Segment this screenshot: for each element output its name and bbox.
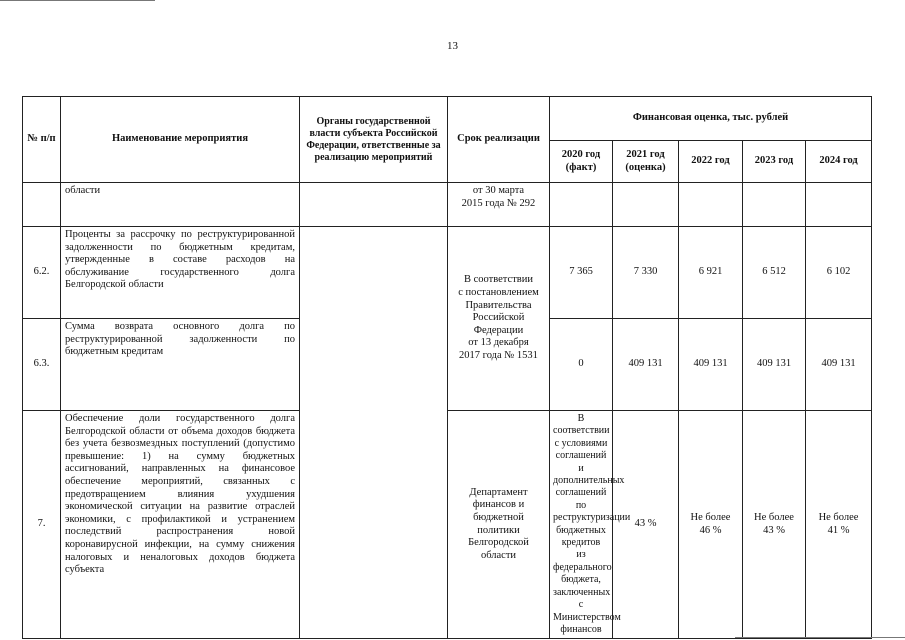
cell-term-cont: от 30 марта 2015 года № 292 [448,183,550,227]
scan-bottom-line [735,637,905,638]
table-row-6-2 [23,227,872,319]
cell-term-7: В соответствии с условиями соглашений и дополнительных соглашений по реструктуризации бюджетных кредитов из федерального бюджета, заключенных с Министерством финансов [550,411,613,639]
cell-v-6-2-2022: 6 921 [679,227,743,319]
cell-v-6-3-2024: 409 131 [806,319,872,411]
cell-v-cont-2 [679,183,743,227]
header-year-2024: 2024 год [806,141,872,183]
cell-name-7: Обеспечение доли государственного долга Белгородской области от объема доходов бюджета без учета безвозмездных поступлений (допустимо превышение: 1) на сумму бюджетных ассигнований, направленных на финансовое обеспечение мероприятий, связанных с предотвращением влияния ухудшения экономической ситуации на развитие отраслей экономики, с профилактикой и устранением последствий распространения новой коронавирусной инфекции, на сумму снижения налоговых и неналоговых доходов бюджета субъекта [61,411,300,639]
cell-v-6-2-2020: 7 365 [550,227,613,319]
header-year-2022: 2022 год [679,141,743,183]
cell-org-7: Департамент финансов и бюджетной политики Белгородской области [448,411,550,639]
cell-v-cont-4 [806,183,872,227]
cell-num-6-3: 6.3. [23,319,61,411]
cell-v-7-2022: Не более 43 % [743,411,806,639]
cell-name-6-2: Проценты за рассрочку по реструктурированной задолженности по бюджетным кредитам, утвержденные в составе расходов на обслуживание государственного долга Белгородской области [61,227,300,319]
header-num: № п/п [23,97,61,183]
cell-v-7-2021: Не более 46 % [679,411,743,639]
cell-v-6-2-2023: 6 512 [743,227,806,319]
cell-name-cont: области [61,183,300,227]
cell-v-7-2023: Не более 41 % [806,411,872,639]
cell-org-6-2 [300,227,448,639]
header-fin: Финансовая оценка, тыс. рублей [550,97,872,141]
cell-num-cont [23,183,61,227]
header-year-2020: 2020 год (факт) [550,141,613,183]
header-name: Наименование мероприятия [61,97,300,183]
cell-v-6-3-2022: 409 131 [679,319,743,411]
cell-v-6-3-2021: 409 131 [613,319,679,411]
cell-v-6-3-2023: 409 131 [743,319,806,411]
header-org: Органы государственной власти субъекта Российской Федерации, ответственные за реализацию мероприятий [300,97,448,183]
header-year-2023: 2023 год [743,141,806,183]
header-year-2021: 2021 год (оценка) [613,141,679,183]
cell-v-6-2-2021: 7 330 [613,227,679,319]
table-row-7 [23,411,872,639]
cell-v-cont-0 [550,183,613,227]
header-row-1 [23,97,872,141]
page-number: 13 [447,40,458,52]
cell-v-cont-3 [743,183,806,227]
financial-table [22,96,872,639]
cell-v-cont-1 [613,183,679,227]
scan-edge-line [0,0,155,1]
cell-name-6-3: Сумма возврата основного долга по реструктурированной задолженности по бюджетным кредитам [61,319,300,411]
header-term: Срок реализации [448,97,550,183]
cell-term-6-2: В соответствии с постановлением Правительства Российской Федерации от 13 декабря 2017 года № 1531 [448,227,550,411]
cell-v-6-2-2024: 6 102 [806,227,872,319]
cell-num-7: 7. [23,411,61,639]
cell-v-6-3-2020: 0 [550,319,613,411]
cell-v-7-2020: 43 % [613,411,679,639]
cell-org-cont [300,183,448,227]
cell-num-6-2: 6.2. [23,227,61,319]
table-row-cont [23,183,872,227]
